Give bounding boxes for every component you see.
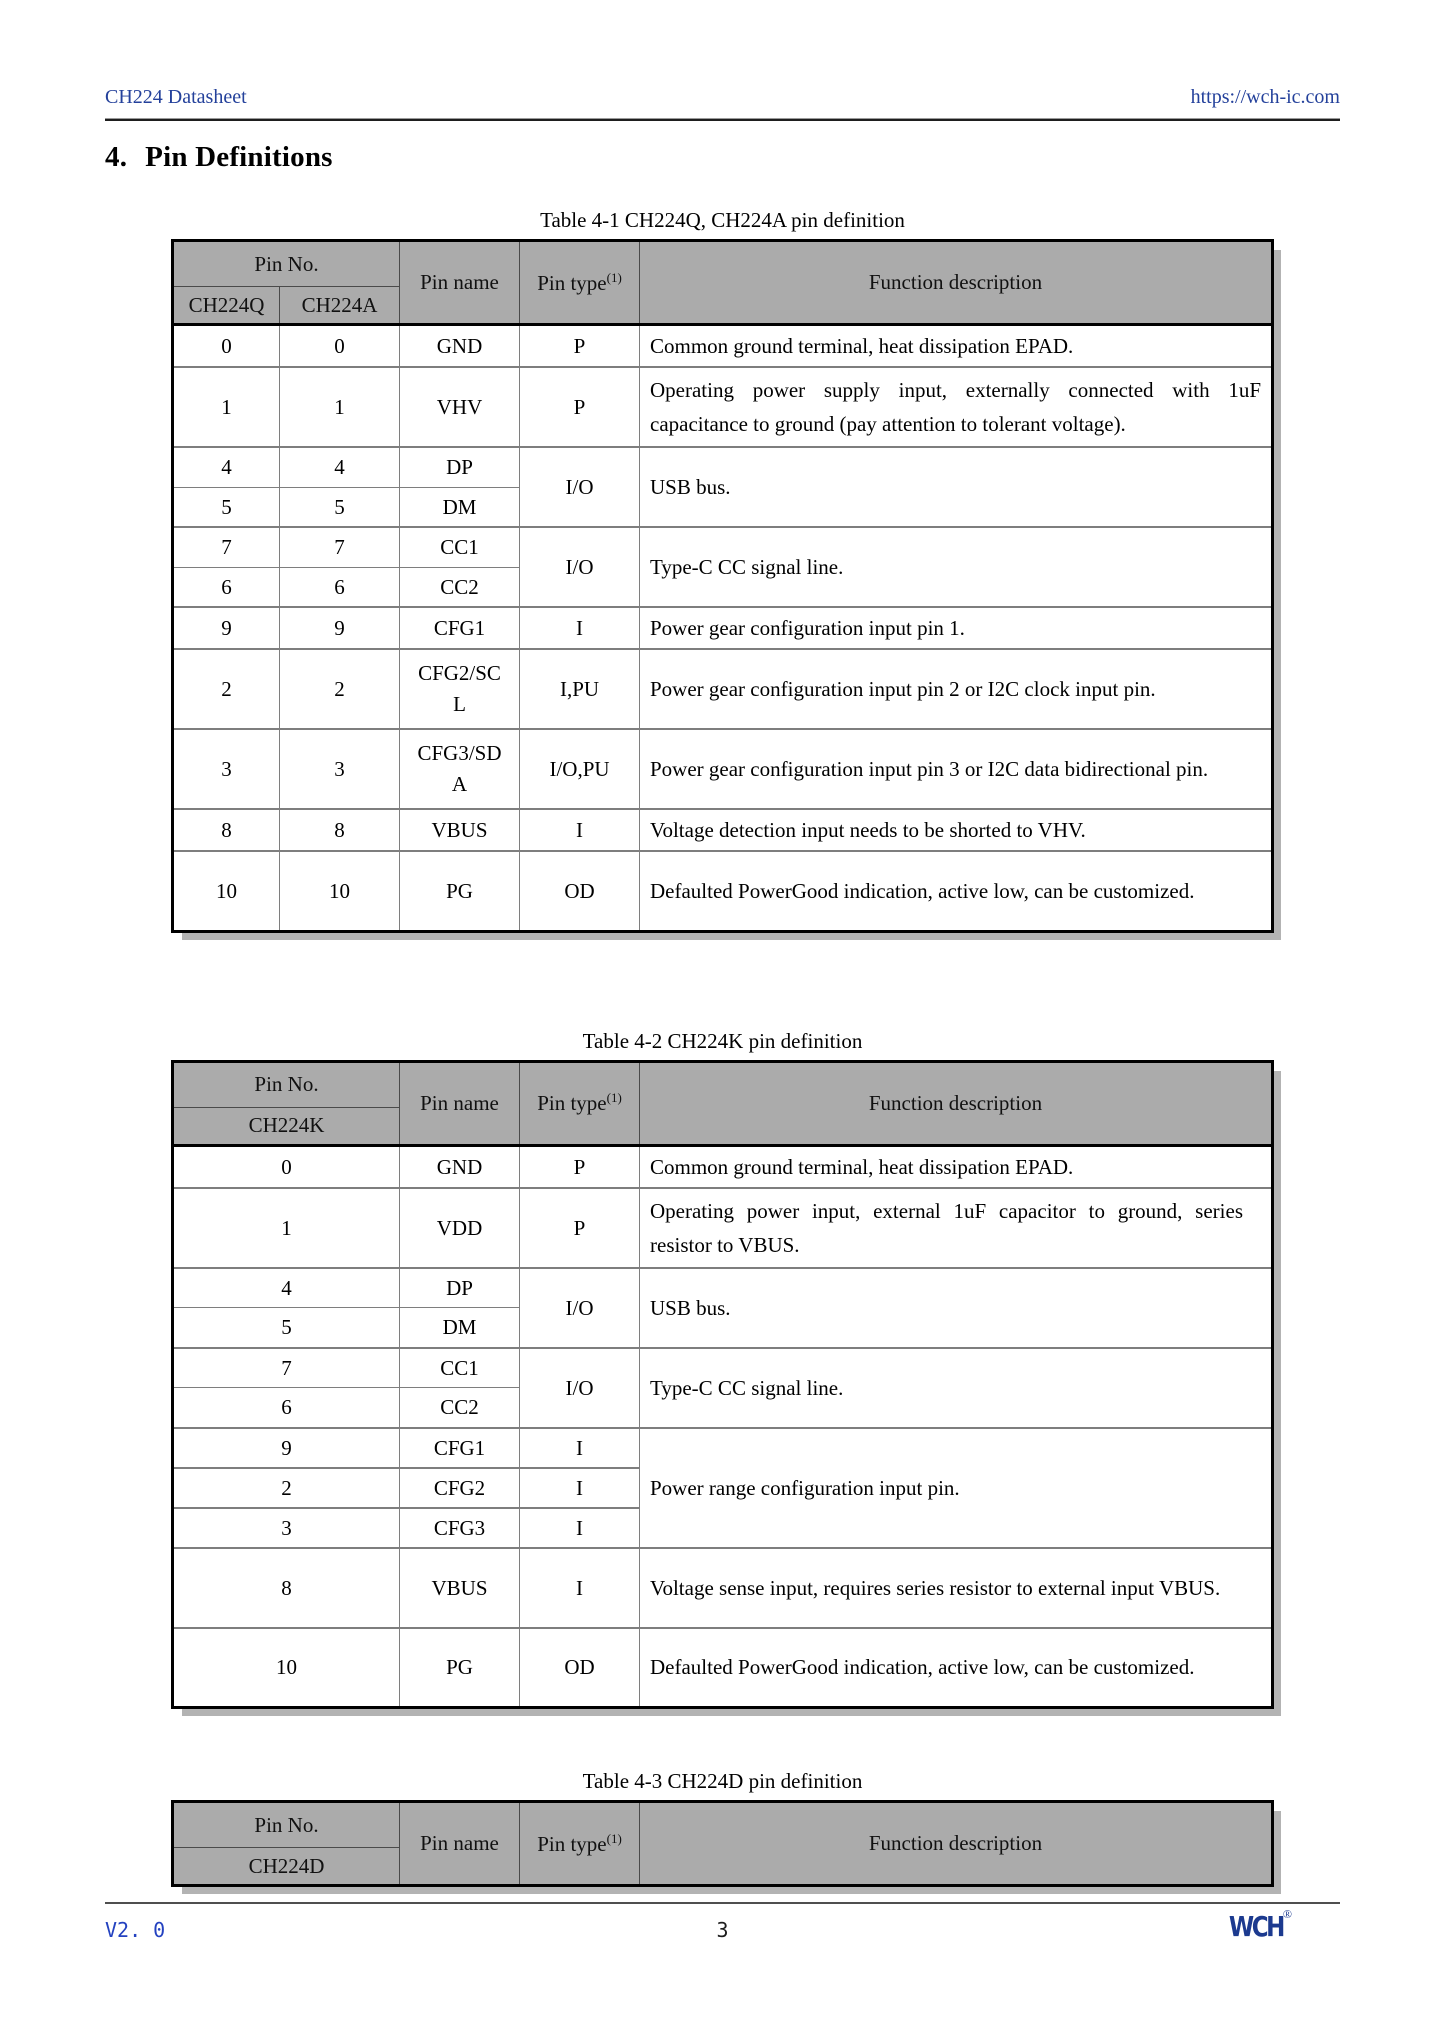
header-title: CH224 Datasheet: [105, 86, 247, 108]
pin-no-cell: 6: [280, 567, 400, 607]
header-rule: [105, 118, 1340, 121]
pin-no-cell: 2: [173, 1468, 400, 1508]
table-row: [173, 607, 1273, 649]
pin-no-cell: 7: [173, 527, 280, 567]
function-desc-cell: Type-C CC signal line.: [640, 527, 1273, 607]
pin-no-cell: 8: [280, 809, 400, 851]
pin-name-cell: GND: [400, 1145, 520, 1188]
function-desc-cell: USB bus.: [640, 447, 1273, 527]
pin-type-cell: I/O: [520, 447, 640, 527]
pin-no-cell: 3: [173, 729, 280, 809]
section-title-text: Pin Definitions: [145, 141, 333, 173]
function-desc-cell: Voltage sense input, requires series resistor to external input VBUS.: [640, 1548, 1273, 1628]
table-header-row: [173, 1061, 1273, 1107]
pin-no-header: Pin No.: [173, 1061, 400, 1107]
pin-no-cell: 5: [173, 487, 280, 527]
table-row: [173, 809, 1273, 851]
pin-name-cell: CC2: [400, 1388, 520, 1428]
table-4-2-head: [173, 1061, 1273, 1145]
table-4-1-caption: Table 4-1 CH224Q, CH224A pin definition: [540, 208, 905, 232]
pin-name-cell: CC2: [400, 567, 520, 607]
function-desc-cell: Common ground terminal, heat dissipation EPAD.: [640, 325, 1273, 368]
variant-ch224a-header: CH224A: [280, 287, 400, 325]
pin-name-cell: CFG1: [400, 607, 520, 649]
pin-name-header: Pin name: [400, 1802, 520, 1886]
pin-type-cell: I: [520, 1548, 640, 1628]
pin-name-header: Pin name: [400, 1061, 520, 1145]
table-4-1: [171, 239, 1274, 933]
pin-no-cell: 4: [173, 447, 280, 487]
function-description-header: Function description: [640, 1061, 1273, 1145]
pin-name-cell: CFG3: [400, 1508, 520, 1548]
function-desc-cell: Power gear configuration input pin 3 or I2C data bidirectional pin.: [640, 729, 1273, 809]
pin-no-header: Pin No.: [173, 1802, 400, 1848]
pin-no-cell: 0: [280, 325, 400, 368]
pin-no-cell: 10: [173, 851, 280, 931]
pin-name-cell: CFG2: [400, 1468, 520, 1508]
pin-type-cell: I/O: [520, 1348, 640, 1428]
wch-logo-text: WCH: [1228, 1910, 1283, 1943]
pin-type-cell: P: [520, 1188, 640, 1268]
pin-no-cell: 5: [280, 487, 400, 527]
table-4-2: [171, 1060, 1274, 1710]
pin-no-cell: 9: [173, 1428, 400, 1468]
table-4-3: [171, 1800, 1274, 1887]
pin-no-cell: 9: [280, 607, 400, 649]
pin-no-cell: 0: [173, 325, 280, 368]
table-row: [173, 1268, 1273, 1308]
pin-type-cell: I: [520, 1508, 640, 1548]
function-desc-cell: Defaulted PowerGood indication, active low, can be customized.: [640, 851, 1273, 931]
table-row: [173, 1428, 1273, 1468]
table-4-1-body: [173, 325, 1273, 932]
pin-type-footnote-ref: (1): [606, 1090, 622, 1105]
pin-name-cell: VBUS: [400, 809, 520, 851]
pin-no-header: Pin No.: [173, 241, 400, 287]
table-row: [173, 325, 1273, 368]
table-header-row: [173, 241, 1273, 287]
function-desc-cell: Voltage detection input needs to be shorted to VHV.: [640, 809, 1273, 851]
table-row: [173, 527, 1273, 567]
pin-no-cell: 4: [280, 447, 400, 487]
pin-no-cell: 7: [173, 1348, 400, 1388]
pin-name-cell: DP: [400, 447, 520, 487]
header-url[interactable]: https://wch-ic.com: [1190, 86, 1340, 108]
pin-no-cell: 7: [280, 527, 400, 567]
pin-type-cell: I: [520, 809, 640, 851]
table-row: [173, 1548, 1273, 1628]
pin-no-cell: 0: [173, 1145, 400, 1188]
function-desc-cell: Power range configuration input pin.: [640, 1428, 1273, 1548]
document-version: V2. 0: [105, 1918, 166, 1942]
pin-no-cell: 8: [173, 809, 280, 851]
wch-logo: [1217, 1907, 1292, 1943]
function-desc-cell: Operating power input, external 1uF capacitor to ground, series resistor to VBUS.: [640, 1188, 1273, 1268]
pin-type-cell: I/O: [520, 527, 640, 607]
variant-ch224q-header: CH224Q: [173, 287, 280, 325]
pin-type-cell: I: [520, 1468, 640, 1508]
table-row: [173, 447, 1273, 487]
pin-no-cell: 1: [280, 367, 400, 447]
pin-type-header: Pin type$^{(1)}$: [520, 1061, 640, 1145]
table-row: [173, 1145, 1273, 1188]
function-description-header: Function description: [640, 241, 1273, 325]
pin-type-header: Pin type$^{(1)}$: [520, 241, 640, 325]
pin-name-cell: CFG2/SCL: [400, 649, 520, 729]
pin-name-header: Pin name: [400, 241, 520, 325]
pin-type-cell: I: [520, 607, 640, 649]
function-desc-cell: Power gear configuration input pin 2 or I2C clock input pin.: [640, 649, 1273, 729]
pin-no-cell: 6: [173, 567, 280, 607]
table-4-3-head: [173, 1802, 1273, 1886]
section-number: 4.: [105, 141, 128, 173]
table-row: [173, 367, 1273, 447]
pin-type-footnote-ref: (1): [606, 269, 622, 285]
footer-rule: [105, 1902, 1340, 1904]
pin-name-cell: CFG1: [400, 1428, 520, 1468]
pin-no-cell: 2: [280, 649, 400, 729]
pin-type-header: Pin type$^{(1)}$: [520, 1802, 640, 1886]
pin-no-cell: 10: [280, 851, 400, 931]
table-4-2-caption: Table 4-2 CH224K pin definition: [582, 1028, 863, 1053]
pin-no-cell: 2: [173, 649, 280, 729]
pin-type-cell: I/O: [520, 1268, 640, 1348]
table-4-1-head: [173, 241, 1273, 325]
function-desc-cell: Type-C CC signal line.: [640, 1348, 1273, 1428]
pin-type-cell: I,PU: [520, 649, 640, 729]
function-desc-cell: Defaulted PowerGood indication, active low, can be customized.: [640, 1628, 1273, 1708]
variant-ch224d-header: CH224D: [173, 1848, 400, 1886]
table-row: [173, 1348, 1273, 1388]
pin-no-cell: 3: [173, 1508, 400, 1548]
pin-type-cell: I/O,PU: [520, 729, 640, 809]
pin-no-cell: 10: [173, 1628, 400, 1708]
pin-name-cell: DM: [400, 1308, 520, 1348]
page-number: 3: [716, 1918, 729, 1942]
table-header-row: [173, 1802, 1273, 1848]
pin-type-footnote-ref: (1): [606, 1830, 622, 1846]
pin-name-cell: DM: [400, 487, 520, 527]
running-header: [105, 0, 1340, 109]
pin-type-cell: P: [520, 325, 640, 368]
pin-no-cell: 3: [280, 729, 400, 809]
function-desc-cell: Common ground terminal, heat dissipation EPAD.: [640, 1145, 1273, 1188]
function-description-header: Function description: [640, 1802, 1273, 1886]
function-desc-cell: Power gear configuration input pin 1.: [640, 607, 1273, 649]
table-row: [173, 1628, 1273, 1708]
pin-no-cell: 1: [173, 1188, 400, 1268]
pin-name-cell: VDD: [400, 1188, 520, 1268]
pin-type-cell: P: [520, 367, 640, 447]
pin-no-cell: 5: [173, 1308, 400, 1348]
pin-type-cell: OD: [520, 1628, 640, 1708]
variant-ch224k-header: CH224K: [173, 1107, 400, 1145]
pin-name-cell: CC1: [400, 1348, 520, 1388]
running-footer: [105, 1902, 1340, 1950]
pin-name-cell: VBUS: [400, 1548, 520, 1628]
pin-name-cell: DP: [400, 1268, 520, 1308]
section-title: [105, 141, 1340, 174]
function-desc-cell: Operating power supply input, externally connected with 1uF capacitance to ground (pay attention to tolerant voltage).: [640, 367, 1273, 447]
pin-name-cell: VHV: [400, 367, 520, 447]
pin-name-cell: CC1: [400, 527, 520, 567]
table-row: [173, 851, 1273, 931]
pin-no-cell: 1: [173, 367, 280, 447]
pin-name-cell: GND: [400, 325, 520, 368]
pin-no-cell: 8: [173, 1548, 400, 1628]
pin-type-cell: I: [520, 1428, 640, 1468]
pin-type-cell: P: [520, 1145, 640, 1188]
pin-no-cell: 9: [173, 607, 280, 649]
registered-trademark-icon: ®: [1282, 1907, 1292, 1921]
pin-name-cell: PG: [400, 1628, 520, 1708]
table-4-2-body: [173, 1145, 1273, 1708]
table-row: [173, 649, 1273, 729]
pin-type-cell: OD: [520, 851, 640, 931]
table-row: [173, 1188, 1273, 1268]
table-row: [173, 729, 1273, 809]
pin-name-cell: CFG3/SDA: [400, 729, 520, 809]
pin-no-cell: 6: [173, 1388, 400, 1428]
table-4-3-caption: Table 4-3 CH224D pin definition: [582, 1769, 863, 1793]
pin-no-cell: 4: [173, 1268, 400, 1308]
function-desc-cell: USB bus.: [640, 1268, 1273, 1348]
pin-name-cell: PG: [400, 851, 520, 931]
